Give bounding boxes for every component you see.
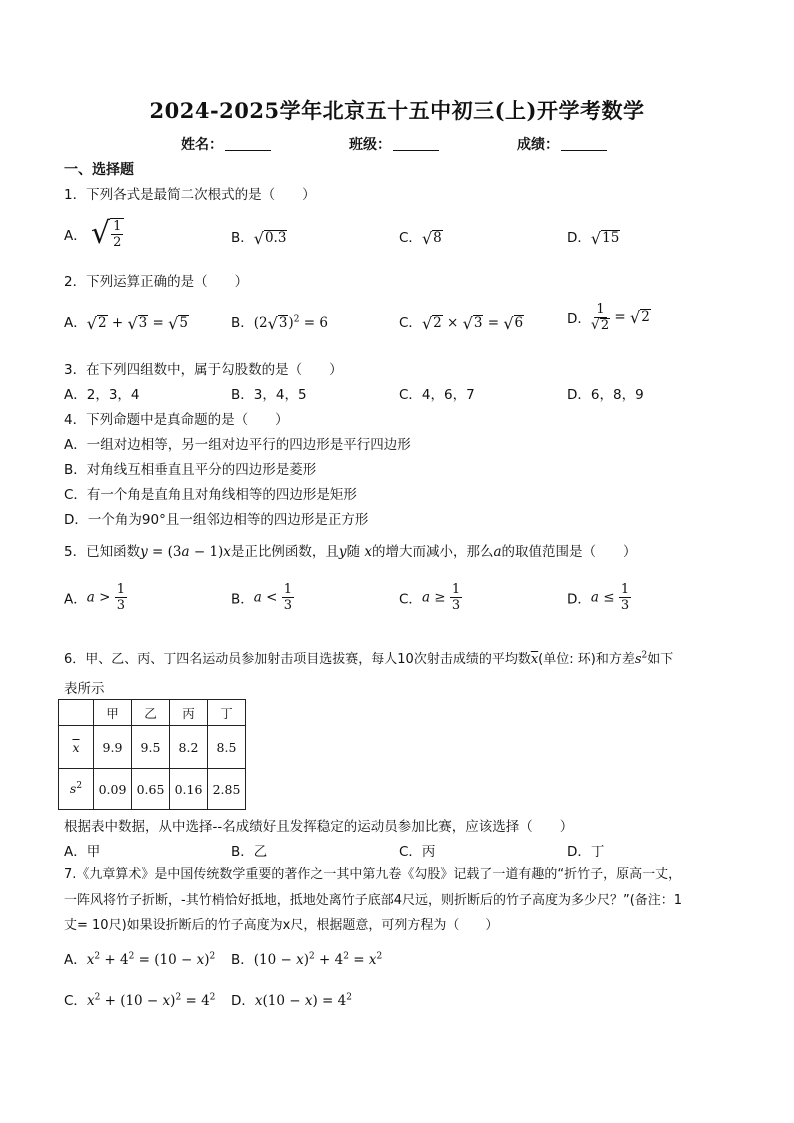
q1-stem: 1．下列各式是最简二次根式的是（ ） (64, 187, 316, 203)
q2-stem: 2．下列运算正确的是（ ） (64, 274, 249, 290)
table-cell: 8.2 (170, 726, 208, 769)
q3-option-c[interactable]: C．4，6，7 (399, 387, 475, 403)
table-cell: 9.9 (94, 726, 132, 769)
table-corner (59, 700, 94, 726)
table-cell: 0.16 (170, 769, 208, 810)
q3-option-a[interactable]: A．2，3，4 (64, 387, 140, 403)
page-title: 2024-2025学年北京五十五中初三(上)开学考数学 (149, 98, 645, 123)
q2-option-a[interactable]: A． √ 2 + √ 3 = √ 5 (64, 314, 188, 333)
q1-option-d[interactable]: D． √ 15 (567, 229, 620, 248)
mean-row-label: $\overline{x}$ (59, 726, 94, 769)
section-heading: 一、选择题 (64, 162, 134, 178)
table-cell: 0.09 (94, 769, 132, 810)
q7-option-a[interactable]: A．$x^2 + 4^2 = (10 - x)^2$ (64, 951, 216, 968)
variance-row-label: $s^2$ (59, 769, 94, 810)
q4-option-b[interactable]: B．对角线互相垂直且平分的四边形是菱形 (64, 462, 317, 478)
class-blank[interactable] (393, 137, 439, 151)
q5-option-a[interactable]: A．a > $\frac{1}{3}$ (64, 582, 125, 613)
q3-option-d[interactable]: D．6，8，9 (567, 387, 644, 403)
score-label: 成绩： (517, 137, 559, 153)
q6-stem: 6．甲、乙、丙、丁四名运动员参加射击项目选拔赛，每人10次射击成绩的平均数$\overline{x}$(单位: 环)和方差$s^2$如下 (64, 650, 674, 667)
q7-line2: 一阵风将竹子折断，-其竹梢恰好抵地，抵地处离竹子底部4尺远，则折断后的竹子高度为多少尺？”(备注：1 (64, 893, 683, 908)
table-cell: 9.5 (132, 726, 170, 769)
q6-follow: 根据表中数据，从中选择--名成绩好且发挥稳定的运动员参加比赛，应该选择（ ） (64, 819, 574, 835)
q6-option-b[interactable]: B．乙 (231, 844, 268, 860)
q7-option-d[interactable]: D．$x(10 - x) = 4^2$ (231, 992, 352, 1009)
q7-line1: 7.《九章算术》是中国传统数学重要的著作之一其中第九卷《勾股》记载了一道有趣的“折竹子，原高一丈， (64, 867, 682, 882)
q5-option-d[interactable]: D．a ≤ $\frac{1}{3}$ (567, 582, 630, 613)
q6-stem-line2: 表所示 (64, 681, 105, 697)
q6-option-a[interactable]: A．甲 (64, 844, 101, 860)
name-label: 姓名： (181, 137, 223, 153)
q4-option-a[interactable]: A．一组对边相等，另一组对边平行的四边形是平行四边形 (64, 437, 411, 453)
q4-option-d[interactable]: D．一个角为90°且一组邻边相等的四边形是正方形 (64, 512, 369, 528)
q5-option-c[interactable]: C．a ≥ $\frac{1}{3}$ (399, 582, 461, 613)
q1-option-c[interactable]: C． √ 8 (399, 229, 442, 248)
table-header: 甲 (94, 700, 132, 726)
name-field (181, 134, 271, 154)
q5-stem: 5．已知函数y = (3a − 1)x是正比例函数，且y随 x的增大而减小，那么a的取值范围是（ ） (64, 544, 637, 560)
q6-option-c[interactable]: C．丙 (399, 844, 436, 860)
score-field (517, 134, 607, 154)
q2-option-d[interactable]: D． 1 √ 2 = √ 2 (567, 302, 650, 333)
q4-stem: 4．下列命题中是真命题的是（ ） (64, 412, 289, 428)
score-blank[interactable] (561, 137, 607, 151)
table-cell: 0.65 (132, 769, 170, 810)
class-label: 班级： (349, 137, 391, 153)
table-cell: 2.85 (208, 769, 246, 810)
q4-option-c[interactable]: C．有一个角是直角且对角线相等的四边形是矩形 (64, 487, 357, 503)
q3-stem: 3．在下列四组数中，属于勾股数的是（ ） (64, 362, 343, 378)
q1-a-sqrt: √ $\frac{1}{2}$ (91, 218, 124, 250)
q1-option-a[interactable]: A． √ $\frac{1}{2}$ (64, 218, 124, 250)
class-field (349, 134, 439, 154)
q7-line3: 丈= 10尺)如果设折断后的竹子高度为x尺，根据题意，可列方程为（ ） (64, 918, 499, 933)
q7-option-b[interactable]: B．$(10 - x)^2 + 4^2 = x^2$ (231, 951, 383, 968)
q2-option-b[interactable]: B．(2 √ 3 )$^2$ = 6 (231, 314, 328, 333)
q2-option-c[interactable]: C． √ 2 × √ 3 = √ 6 (399, 314, 524, 333)
q5-option-b[interactable]: B．a < $\frac{1}{3}$ (231, 582, 293, 613)
table-header: 乙 (132, 700, 170, 726)
q3-option-b[interactable]: B．3，4，5 (231, 387, 307, 403)
q7-option-c[interactable]: C．$x^2 + (10 - x)^2 = 4^2$ (64, 992, 216, 1009)
table-header: 丁 (208, 700, 246, 726)
name-blank[interactable] (225, 137, 271, 151)
q6-option-d[interactable]: D．丁 (567, 844, 605, 860)
score-table (58, 699, 246, 810)
table-header: 丙 (170, 700, 208, 726)
q1-option-b[interactable]: B． √ 0.3 (231, 229, 287, 248)
table-cell: 8.5 (208, 726, 246, 769)
